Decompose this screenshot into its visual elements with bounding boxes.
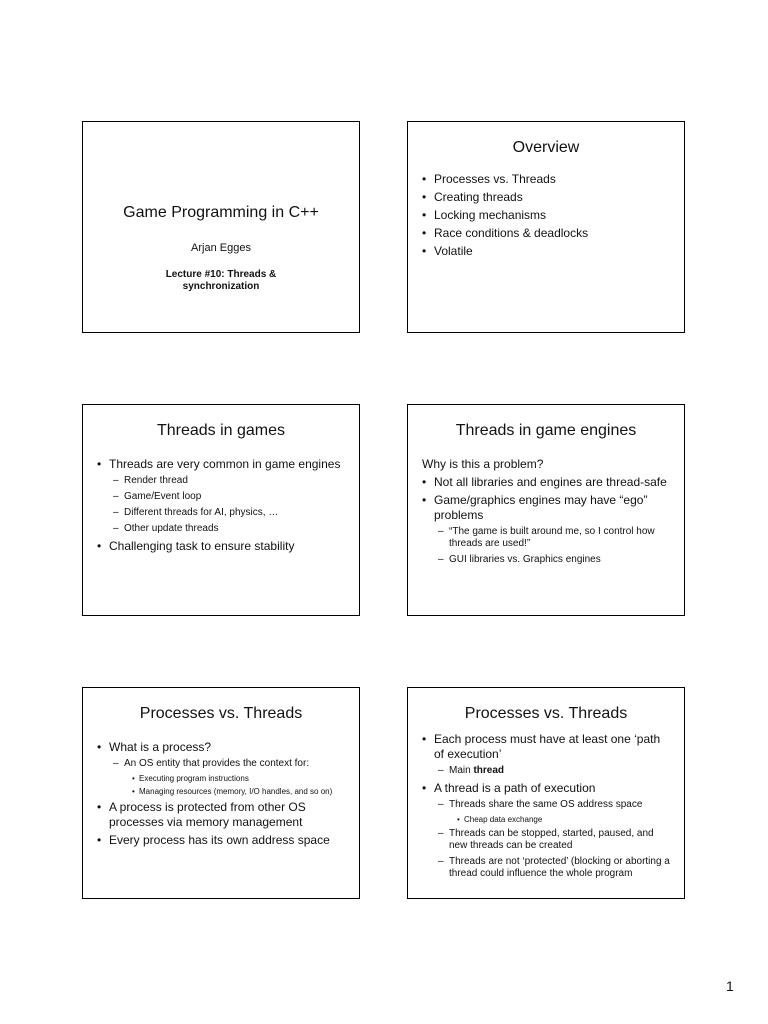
author-name: Arjan Egges <box>191 242 251 254</box>
slide-title: Game Programming in C++ <box>123 204 319 221</box>
sub-bullet-item: – Render thread <box>97 475 347 487</box>
main-thread-bold: thread <box>473 765 505 776</box>
sub-sub-bullet-item: • Managing resources (memory, I/O handles, and so on) <box>97 787 347 797</box>
sub-bullet-item: – Threads are not ‘protected’ (blocking or aborting a thread could influence the whole program <box>422 856 672 880</box>
bullet-item: • A process is protected from other OS processes via memory management <box>97 800 347 830</box>
bullet-item: • Each process must have at least one ‘path of execution’ <box>422 732 672 762</box>
slide-cover <box>82 121 360 333</box>
slide-processes-vs-threads-2 <box>407 687 685 899</box>
sub-bullet-item: – Threads share the same OS address space <box>422 799 672 811</box>
bullet-item: • A thread is a path of execution <box>422 781 672 796</box>
bullet-item: • Locking mechanisms <box>422 208 672 223</box>
slide-body <box>422 732 672 884</box>
bullet-item: • Every process has its own address space <box>97 833 347 848</box>
slide-processes-vs-threads-1 <box>82 687 360 899</box>
bullet-item: • What is a process? <box>97 740 347 755</box>
slide-threads-in-games <box>82 404 360 616</box>
sub-bullet-item: – Other update threads <box>97 523 347 535</box>
slide-title: Threads in games <box>156 422 286 439</box>
sub-bullet-item: – Threads can be stopped, started, paused, and new threads can be created <box>422 828 672 852</box>
bullet-item: • Challenging task to ensure stability <box>97 539 347 554</box>
sub-bullet-item: – GUI libraries vs. Graphics engines <box>422 554 672 566</box>
slide-body <box>97 457 347 557</box>
bullet-item: • Volatile <box>422 244 672 259</box>
bullet-item: • Not all libraries and engines are thread-safe <box>422 475 672 490</box>
slide-threads-in-game-engines <box>407 404 685 616</box>
sub-sub-bullet-item: • Executing program instructions <box>97 774 347 784</box>
bullet-item: • Processes vs. Threads <box>422 172 672 187</box>
sub-bullet-item: – “The game is built around me, so I control how threads are used!” <box>422 526 672 550</box>
sub-bullet-item <box>422 765 672 777</box>
bullet-item: • Race conditions & deadlocks <box>422 226 672 241</box>
bullet-item: • Creating threads <box>422 190 672 205</box>
slide-title: Processes vs. Threads <box>464 705 628 722</box>
intro-text: Why is this a problem? <box>422 457 544 471</box>
sub-bullet-item: – Different threads for AI, physics, … <box>97 507 347 519</box>
slide-body <box>97 740 347 851</box>
bullet-item: • Threads are very common in game engines <box>97 457 347 472</box>
slide-title: Processes vs. Threads <box>139 705 303 722</box>
lecture-subtitle: Lecture #10: Threads & synchronization <box>165 269 277 292</box>
sub-sub-bullet-item: • Cheap data exchange <box>422 815 672 825</box>
bullet-item: • Game/graphics engines may have “ego” problems <box>422 493 672 523</box>
slide-title: Overview <box>512 139 580 156</box>
slide-title: Threads in game engines <box>455 422 637 439</box>
page-number: 1 <box>726 978 734 994</box>
sub-bullet-item: – Game/Event loop <box>97 491 347 503</box>
main-prefix: Main <box>449 765 471 776</box>
sub-bullet-item: – An OS entity that provides the context for: <box>97 758 347 770</box>
slide-body <box>422 172 672 262</box>
slide-overview <box>407 121 685 333</box>
slide-body <box>422 457 672 570</box>
